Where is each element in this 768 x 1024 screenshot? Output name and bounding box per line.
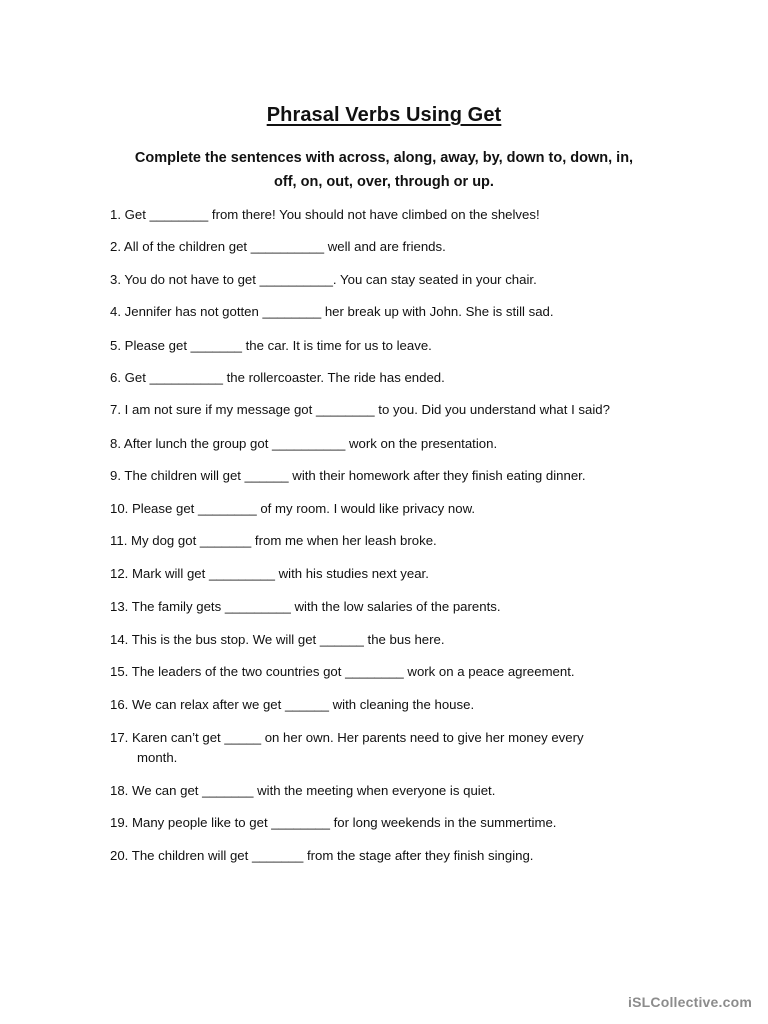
exercise-item-11: 11. My dog got _______ from me when her leash broke. (110, 533, 437, 548)
exercise-item-2: 2. All of the children get __________ well and are friends. (110, 239, 446, 254)
exercise-item-17 (110, 728, 670, 768)
exercise-item-5: 5. Please get _______ the car. It is time for us to leave. (110, 338, 432, 353)
exercise-item-17-continuation: month. (137, 750, 178, 765)
exercise-item-14: 14. This is the bus stop. We will get ______ the bus here. (110, 632, 445, 647)
exercise-item-17-text: 17. Karen can’t get _____ on her own. Her parents need to give her money every (110, 730, 584, 745)
exercise-item-4: 4. Jennifer has not gotten ________ her break up with John. She is still sad. (110, 304, 554, 319)
exercise-item-18: 18. We can get _______ with the meeting when everyone is quiet. (110, 783, 496, 798)
exercise-item-9: 9. The children will get ______ with their homework after they finish eating dinner. (110, 468, 586, 483)
exercise-item-10: 10. Please get ________ of my room. I would like privacy now. (110, 501, 476, 516)
worksheet-title: Phrasal Verbs Using Get (266, 104, 502, 126)
instructions-line-2: off, on, out, over, through or up. (274, 174, 494, 190)
instructions (100, 146, 668, 194)
exercise-item-15: 15. The leaders of the two countries got ________ work on a peace agreement. (110, 664, 575, 679)
exercise-item-3: 3. You do not have to get __________. You can stay seated in your chair. (110, 272, 537, 287)
watermark-footer: iSLCollective.com (628, 994, 752, 1010)
exercise-item-6: 6. Get __________ the rollercoaster. The ride has ended. (110, 370, 445, 385)
exercise-item-20: 20. The children will get _______ from the stage after they finish singing. (110, 848, 534, 863)
instructions-line-1: Complete the sentences with across, along, away, by, down to, down, in, (134, 150, 634, 166)
exercise-item-8: 8. After lunch the group got __________ work on the presentation. (110, 436, 498, 451)
exercise-item-16: 16. We can relax after we get ______ with cleaning the house. (110, 697, 475, 712)
exercise-item-13: 13. The family gets _________ with the low salaries of the parents. (110, 599, 501, 614)
exercise-item-19: 19. Many people like to get ________ for long weekends in the summertime. (110, 815, 557, 830)
exercise-item-12: 12. Mark will get _________ with his studies next year. (110, 566, 429, 581)
exercise-item-1: 1. Get ________ from there! You should not have climbed on the shelves! (110, 207, 540, 222)
exercise-item-7: 7. I am not sure if my message got ________ to you. Did you understand what I said? (110, 402, 610, 417)
